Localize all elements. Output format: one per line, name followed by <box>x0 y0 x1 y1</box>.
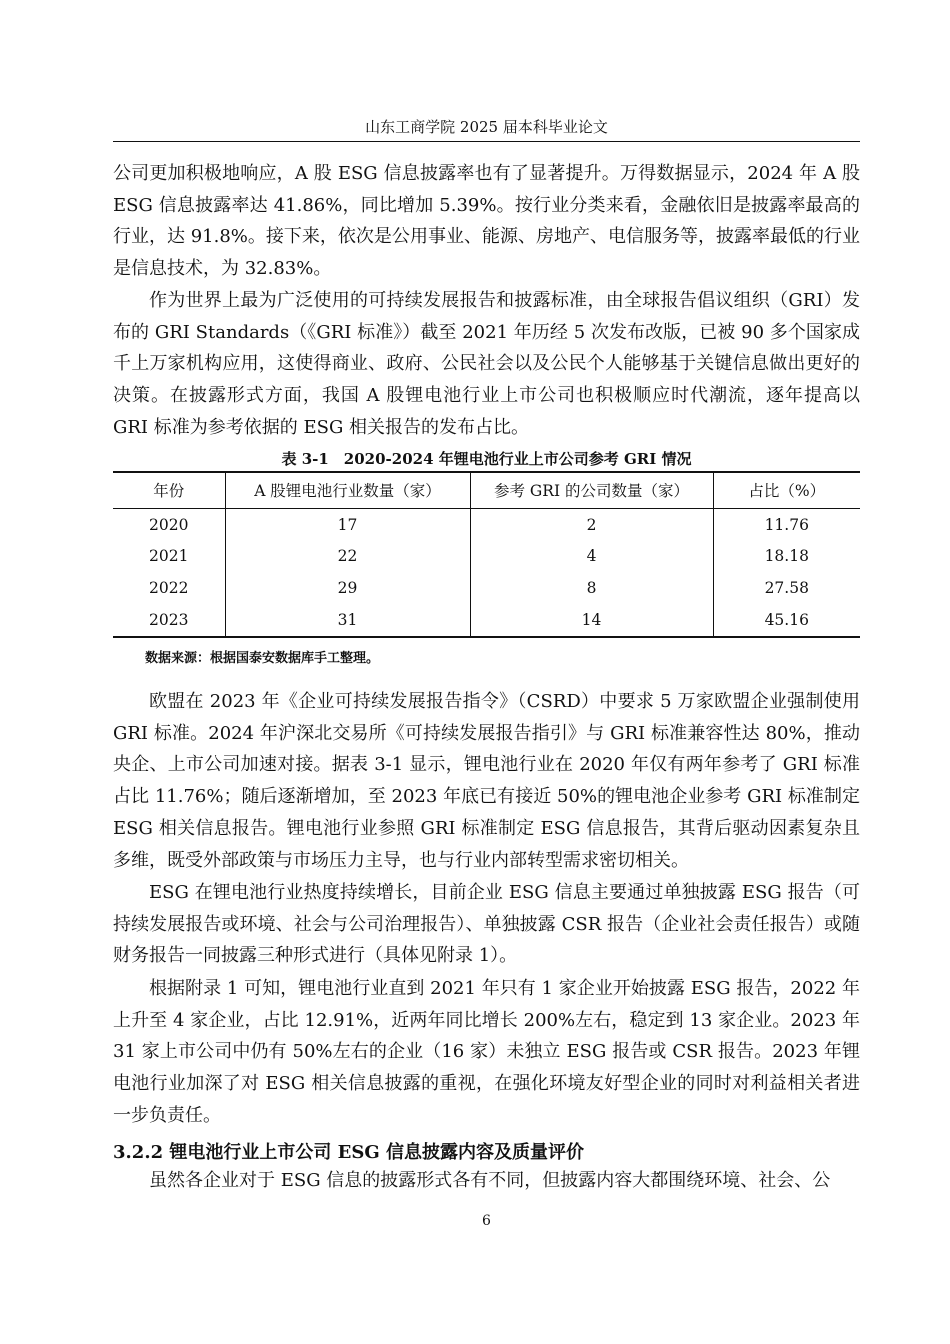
cell-year: 2022 <box>149 579 189 597</box>
cell-industry-count: 22 <box>225 540 470 572</box>
cell-year: 2020 <box>149 516 189 535</box>
cell-year: 2021 <box>149 547 189 565</box>
table-header-row <box>113 472 860 508</box>
cell-industry-count: 29 <box>225 572 470 604</box>
header-ratio: 占比（%） <box>713 472 860 508</box>
table-row <box>113 508 860 540</box>
cell-industry-count: 31 <box>225 604 470 636</box>
table-row <box>113 572 860 604</box>
paragraph-2: 作为世界上最为广泛使用的可持续发展报告和披露标准，由全球报告倡议组织（GRI）发布的 GRI Standards（《GRI 标准》）截至 2021 年历经 5 次发布改版，已被 90 多个国家成千上万家机构应用，这使得商业、政府、公民社会以及公民个人能够基于关键信息做出更好的决策。在披露形式方面，我国 A 股锂电池行业上市公司也积极顺应时代潮流，逐年提高以 GRI 标准为参考依据的 ESG 相关报告的发布占比。 <box>113 290 860 438</box>
paragraph-4: ESG 在锂电池行业热度持续增长，目前企业 ESG 信息主要通过单独披露 ESG 报告（可持续发展报告或环境、社会与公司治理报告）、单独披露 CSR 报告（企业社会责任报告）或随财务报告一同披露三种形式进行（具体见附录 1）。 <box>113 882 860 967</box>
cell-year: 2023 <box>149 611 189 629</box>
header-industry-count: A 股锂电池行业数量（家） <box>225 472 470 508</box>
cell-gri-count: 8 <box>470 572 713 604</box>
paragraph-3: 欧盟在 2023 年《企业可持续发展报告指令》（CSRD）中要求 5 万家欧盟企业强制使用 GRI 标准。2024 年沪深北交易所《可持续发展报告指引》与 GRI 标准兼容性达 80%，推动央企、上市公司加速对接。据表 3-1 显示，锂电池行业在 2020 年仅有两年参考了 GRI 标准占比 11.76%；随后逐渐增加，至 2023 年底已有接近 50%的锂电池企业参考 GRI 标准制定 ESG 相关信息报告。锂电池行业参照 GRI 标准制定 ESG 信息报告，其背后驱动因素复杂且多维，既受外部政策与市场压力主导，也与行业内部转型需求密切相关。 <box>113 691 860 871</box>
cell-ratio: 27.58 <box>713 572 860 604</box>
running-header: 山东工商学院 2025 届本科毕业论文 <box>365 118 608 136</box>
cell-ratio: 18.18 <box>713 540 860 572</box>
gri-table <box>113 472 860 636</box>
paragraph-6: 虽然各企业对于 ESG 信息的披露形式各有不同，但披露内容大都围绕环境、社会、公 <box>149 1170 831 1191</box>
paragraph-1: 公司更加积极地响应，A 股 ESG 信息披露率也有了显著提升。万得数据显示，2024 年 A 股 ESG 信息披露率达 41.86%，同比增加 5.39%。按行业分类来看，金融依旧是披露率最高的行业，达 91.8%。接下来，依次是公用事业、能源、房地产、电信服务等，披露率最低的行业是信息技术，为 32.83%。 <box>113 163 860 280</box>
cell-gri-count: 4 <box>470 540 713 572</box>
cell-industry-count: 17 <box>225 508 470 540</box>
table-row <box>113 604 860 636</box>
header-year: 年份 <box>113 472 225 508</box>
cell-gri-count: 14 <box>470 604 713 636</box>
section-heading: 3.2.2 锂电池行业上市公司 ESG 信息披露内容及质量评价 <box>113 1142 584 1163</box>
cell-gri-count: 2 <box>470 508 713 540</box>
cell-ratio: 45.16 <box>713 604 860 636</box>
table-bottom-rule <box>113 636 860 638</box>
header-rule <box>113 141 860 142</box>
paragraph-5: 根据附录 1 可知，锂电池行业直到 2021 年只有 1 家企业开始披露 ESG 报告，2022 年上升至 4 家企业，占比 12.91%，近两年同比增长 200%左右，稳定到 13 家企业。2023 年 31 家上市公司中仍有 50%左右的企业（16 家）未独立 ESG 报告或 CSR 报告。2023 年锂电池行业加深了对 ESG 相关信息披露的重视，在强化环境友好型企业的同时对利益相关者进一步负责任。 <box>113 978 860 1126</box>
cell-ratio: 11.76 <box>713 508 860 540</box>
table-source-note: 数据来源：根据国泰安数据库手工整理。 <box>145 651 380 666</box>
table-caption: 表 3-1 2020-2024 年锂电池行业上市公司参考 GRI 情况 <box>281 450 692 468</box>
table-row <box>113 540 860 572</box>
page-number: 6 <box>482 1213 491 1229</box>
header-gri-count: 参考 GRI 的公司数量（家） <box>470 472 713 508</box>
